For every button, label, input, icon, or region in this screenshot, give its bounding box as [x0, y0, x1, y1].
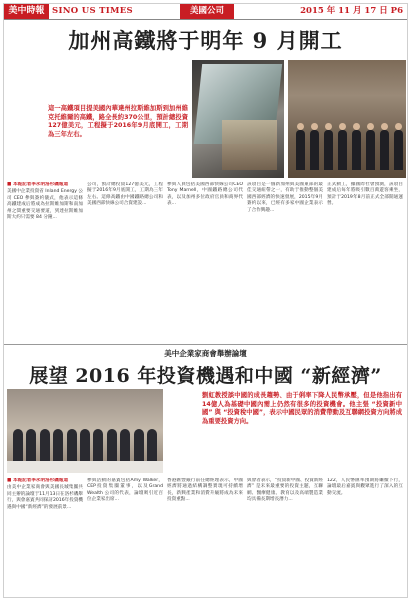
- article1-text: 正式動工，據國際社會預測，該項目建成后每年將吸引數百萬遊客乘坐，預計于2019年8月前正式全部開通運營。: [327, 182, 403, 207]
- newspaper-page: [3, 3, 408, 598]
- article1-text: 參與人員包括美國西部快線公司CEO Tony Marnell，中國鐵路總公司代表，以及加州多位政府官員和商界代表...: [167, 182, 243, 207]
- section-tag: 美國公司: [180, 4, 234, 19]
- article2-column: [327, 478, 403, 594]
- brand-name: SINO US TIMES: [52, 6, 133, 16]
- article2-column: [247, 478, 323, 594]
- article1-text: 美國中企業投資省 Inland Energy 公司 CEO 參與簽約儀式，他表示這條高鐵建成后將成為拉斯維加斯和南加州之間重要交通要道，到達拉斯維加斯大約只需要 84 分鐘...: [7, 189, 83, 221]
- article2-caption: 劉虹教授談中國的成長趨勢、由于俐率下降人民幣承壓，但是他指出有14億人為基礎中國內需上仍然有很多的投資機會。他主張 “投資新中國” 與 “投資稅中國”，表示中國民眾的消費帶動及互聯網投資方向將成為重要投資方向。: [202, 392, 402, 425]
- article2-text: 由美中企業家商會與美國長城集團共同主辦的論壇于11月13日在洛杉磯舉行，與會嘉賓共同探討2016年投資機遇與中國“新經濟”的發展前景...: [7, 485, 83, 510]
- article2-column: [167, 478, 243, 594]
- article2-section-label: 美中企業家商會舉辦論壇: [164, 349, 247, 358]
- newspaper-logo: 美中時報: [4, 4, 49, 19]
- article1-text: 公司，預計總投資127億美元，工程擬于2016年9月底開工，工期為三年左右。這條高鐵由中國鐵路總公司和美國西部快線公司合資建設...: [87, 182, 163, 207]
- article2-headline: 展望 2016 年投資機遇和中國 “新經濟”: [29, 365, 382, 387]
- article2-text: 香港匯豐銀行前任總經理表示，中國經濟將通過結構調整實現可持續增長，新興產業和消費升級將成為未來投資重點...: [167, 478, 243, 503]
- article2-text: 122，人民幣匯率預期將繼續下行，論壇最后嘉賓與觀眾進行了深入的互動交流。: [327, 478, 403, 496]
- article2-text: 參與活動的嘉賓包括Amy Walker，CEP投資集團董事，以及Grand Wealth 公司的代表，論壇吸引近百位企業家出席...: [87, 478, 163, 503]
- article2-text: 與會者表示，“投資新中國、投資新經濟” 是未來最重要的投資主題，互聯網、醫療健康、教育以及高端製造業均具備長期增長潛力...: [247, 478, 323, 503]
- article2-column: [7, 478, 83, 594]
- article1-column: [247, 182, 323, 342]
- article1-column: [327, 182, 403, 342]
- masthead: [4, 4, 407, 20]
- article1-caption: 這一高鐵項目提美國內華達州拉斯維加斯到加州維克托維爾的高鐵，路全長約370公里，預計總投資127億美元，工程擬于2016年9月底開工，工期為三年左右。: [48, 105, 188, 138]
- article2-column: [87, 478, 163, 594]
- article2-byline: ■ 本報記者李永明洛杉磯報道: [7, 478, 69, 483]
- dateline: 2015 年 11 月 17 日 P6: [300, 6, 403, 16]
- article1-text: 該項目是一個新加州與美國東部的最佳交通紐帶之一，有助于推動整個美國西部經濟的快速發展，2015年9月簽約以來，已經有多家中國企業表示了合作興趣...: [247, 182, 323, 213]
- article1-headline: 加州高鐵將于明年 9 月開工: [68, 28, 343, 53]
- railway-photo: [192, 60, 284, 178]
- article1-column: [87, 182, 163, 342]
- forum-group-photo: [7, 389, 163, 473]
- section-divider: [4, 344, 407, 345]
- article1-byline: ■ 本報記者李永明洛杉磯報道: [7, 182, 69, 187]
- group-photo: [288, 60, 406, 178]
- article1-column: [167, 182, 243, 342]
- article1-column: [7, 182, 83, 342]
